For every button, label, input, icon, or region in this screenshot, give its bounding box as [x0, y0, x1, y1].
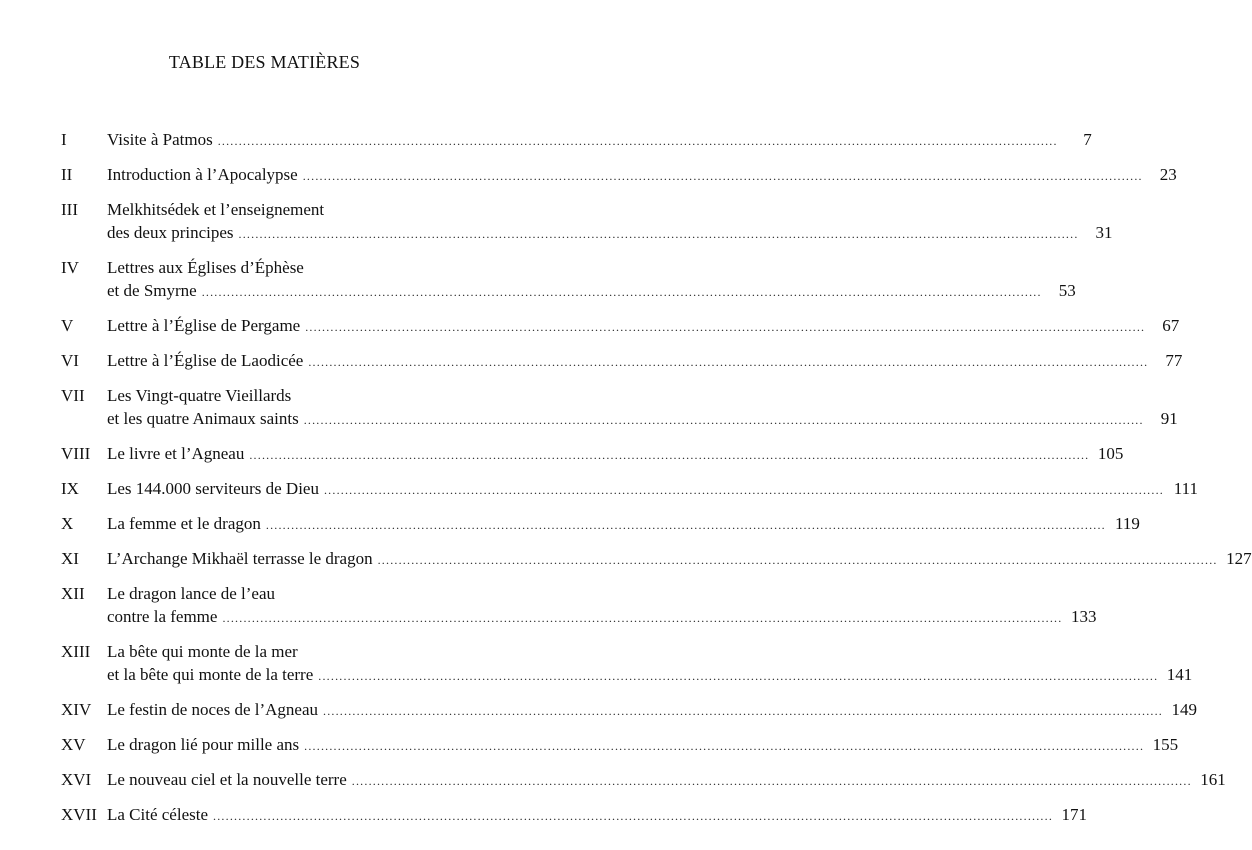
- chapter-number: XIV: [61, 700, 92, 719]
- chapter-title-line: [107, 640, 454, 663]
- chapter-number: X: [61, 514, 74, 533]
- page-title: TABLE DES MATIÈRES: [168, 52, 361, 72]
- chapter-title-line: [107, 442, 1124, 467]
- chapter-title: Les 144.000 serviteurs de Dieu: [107, 479, 319, 498]
- chapter-number: VIII: [61, 444, 91, 463]
- chapter-title: Lettre à l’Église de Pergame: [107, 316, 301, 335]
- chapter-title-block: [107, 256, 1076, 304]
- chapter-number: II: [61, 165, 73, 184]
- chapter-title-line: [107, 733, 1179, 758]
- dot-leader: ........................................................................................................................................................................................................: [304, 739, 1145, 753]
- page-number: 105: [1097, 444, 1124, 463]
- chapter-title-line: [107, 163, 1177, 188]
- chapter-number: III: [61, 200, 78, 219]
- chapter-title: La Cité céleste: [107, 805, 209, 824]
- chapter-number: XI: [61, 549, 79, 568]
- chapter-title: La femme et le dragon: [107, 514, 261, 533]
- chapter-title-block: [107, 128, 1092, 153]
- toc-entry: [61, 512, 1140, 537]
- chapter-number: XVI: [61, 770, 92, 789]
- chapter-title-block: [107, 198, 1113, 246]
- toc-entry: [61, 442, 1124, 467]
- dot-leader: ........................................................................................................................................................................................................: [265, 518, 1106, 532]
- toc-entry: [61, 547, 1252, 572]
- chapter-title-block: [107, 803, 1088, 828]
- chapter-title: Les Vingt-quatre Vieillards: [107, 386, 292, 405]
- chapter-title: Lettres aux Églises d’Éphèse: [107, 258, 304, 277]
- chapter-number: VII: [61, 386, 85, 405]
- chapter-title: La bête qui monte de la mer: [107, 642, 298, 661]
- chapter-title-line: [107, 128, 1092, 153]
- chapter-title-line: [107, 582, 454, 605]
- chapter-title: Le dragon lance de l’eau: [107, 584, 276, 603]
- chapter-title-line: [107, 803, 1088, 828]
- page-number: 91: [1160, 409, 1178, 428]
- chapter-title-line: [107, 221, 1113, 246]
- dot-leader: ........................................................................................................................................................................................................: [217, 134, 1058, 148]
- chapter-title: Le festin de noces de l’Agneau: [107, 700, 318, 719]
- chapter-title: Melkhitsédek et l’enseignement: [107, 200, 325, 219]
- chapter-title-line: [107, 384, 454, 407]
- chapter-title: Lettre à l’Église de Laodicée: [107, 351, 304, 370]
- chapter-number: XII: [61, 584, 85, 603]
- chapter-number: IX: [61, 479, 79, 498]
- dot-leader: ........................................................................................................................................................................................................: [377, 553, 1218, 567]
- dot-leader: ........................................................................................................................................................................................................: [323, 483, 1164, 497]
- toc-entry: [61, 733, 1179, 758]
- chapter-title: Le dragon lié pour mille ans: [107, 735, 300, 754]
- chapter-title-block: [107, 640, 1193, 688]
- chapter-title: et de Smyrne: [107, 281, 197, 300]
- page-number: 141: [1166, 665, 1193, 684]
- page-number: 149: [1171, 700, 1197, 719]
- chapter-title-block: [107, 582, 1097, 630]
- chapter-number: XV: [61, 735, 86, 754]
- dot-leader: ........................................................................................................................................................................................................: [323, 704, 1163, 718]
- chapter-number: XVII: [61, 805, 97, 824]
- chapter-title-line: [107, 477, 1198, 502]
- chapter-title-block: [107, 733, 1179, 758]
- dot-leader: ........................................................................................................................................................................................................: [318, 669, 1159, 683]
- dot-leader: ........................................................................................................................................................................................................: [303, 413, 1144, 427]
- dot-leader: ........................................................................................................................................................................................................: [213, 809, 1054, 823]
- chapter-title-line: [107, 279, 1076, 304]
- chapter-title: Le nouveau ciel et la nouvelle terre: [107, 770, 347, 789]
- dot-leader: ........................................................................................................................................................................................................: [222, 611, 1063, 625]
- chapter-title-block: [107, 477, 1198, 502]
- chapter-title: des deux principes: [107, 223, 234, 242]
- toc-entry: [61, 256, 1076, 304]
- chapter-title: Le livre et l’Agneau: [107, 444, 245, 463]
- chapter-title: et les quatre Animaux saints: [107, 409, 299, 428]
- page-number: 23: [1159, 165, 1177, 184]
- chapter-title-line: [107, 198, 454, 221]
- toc-entry: [61, 768, 1226, 793]
- chapter-title-line: [107, 547, 1252, 572]
- chapter-title-line: [107, 512, 1140, 537]
- page-number: 127: [1226, 549, 1252, 568]
- chapter-title-line: [107, 407, 1178, 432]
- page-number: 7: [1083, 130, 1092, 149]
- toc-entry: [61, 349, 1183, 374]
- chapter-title-block: [107, 442, 1124, 467]
- page-number: 171: [1061, 805, 1088, 824]
- page-number: 133: [1070, 607, 1097, 626]
- chapter-title-line: [107, 663, 1193, 688]
- chapter-title: Introduction à l’Apocalypse: [107, 165, 298, 184]
- chapter-title-block: [107, 768, 1226, 793]
- chapter-title-block: [107, 384, 1178, 432]
- chapter-title-line: [107, 256, 454, 279]
- chapter-title-line: [107, 349, 1183, 374]
- chapter-number: V: [61, 316, 74, 335]
- page-number: 31: [1095, 223, 1113, 242]
- dot-leader: ........................................................................................................................................................................................................: [302, 169, 1143, 183]
- dot-leader: ........................................................................................................................................................................................................: [351, 774, 1192, 788]
- toc-entry: [61, 582, 1097, 630]
- chapter-title-block: [107, 547, 1252, 572]
- table-of-contents: [61, 128, 1252, 838]
- toc-entry: [61, 163, 1177, 188]
- chapter-number: VI: [61, 351, 79, 370]
- dot-leader: ........................................................................................................................................................................................................: [308, 355, 1149, 369]
- chapter-title: et la bête qui monte de la terre: [107, 665, 314, 684]
- chapter-title-line: [107, 768, 1226, 793]
- toc-entry: [61, 384, 1178, 432]
- dot-leader: ........................................................................................................................................................................................................: [305, 320, 1146, 334]
- chapter-title-line: [107, 605, 1097, 630]
- chapter-number: IV: [61, 258, 79, 277]
- chapter-number: I: [61, 130, 67, 149]
- page-number: 155: [1152, 735, 1179, 754]
- chapter-title-block: [107, 163, 1177, 188]
- chapter-title-block: [107, 349, 1183, 374]
- chapter-title: contre la femme: [107, 607, 218, 626]
- chapter-number: XIII: [61, 642, 91, 661]
- toc-entry: [61, 640, 1193, 688]
- dot-leader: ........................................................................................................................................................................................................: [201, 285, 1042, 299]
- page-number: 67: [1162, 316, 1180, 335]
- chapter-title-block: [107, 314, 1180, 339]
- toc-entry: [61, 698, 1197, 723]
- chapter-title-line: [107, 314, 1180, 339]
- toc-entry: [61, 198, 1113, 246]
- page-number: 119: [1115, 514, 1140, 533]
- chapter-title-block: [107, 512, 1140, 537]
- page-number: 53: [1058, 281, 1076, 300]
- chapter-title: Visite à Patmos: [107, 130, 213, 149]
- chapter-title-block: [107, 698, 1197, 723]
- toc-entry: [61, 314, 1180, 339]
- toc-entry: [61, 477, 1198, 502]
- chapter-title: L’Archange Mikhaël terrasse le dragon: [107, 549, 373, 568]
- page-number: 161: [1200, 770, 1226, 789]
- dot-leader: ........................................................................................................................................................................................................: [238, 227, 1079, 241]
- chapter-title-line: [107, 698, 1197, 723]
- page-number: 111: [1173, 479, 1198, 498]
- toc-entry: [61, 128, 1092, 153]
- toc-entry: [61, 803, 1088, 828]
- page-number: 77: [1165, 351, 1183, 370]
- dot-leader: ........................................................................................................................................................................................................: [249, 448, 1090, 462]
